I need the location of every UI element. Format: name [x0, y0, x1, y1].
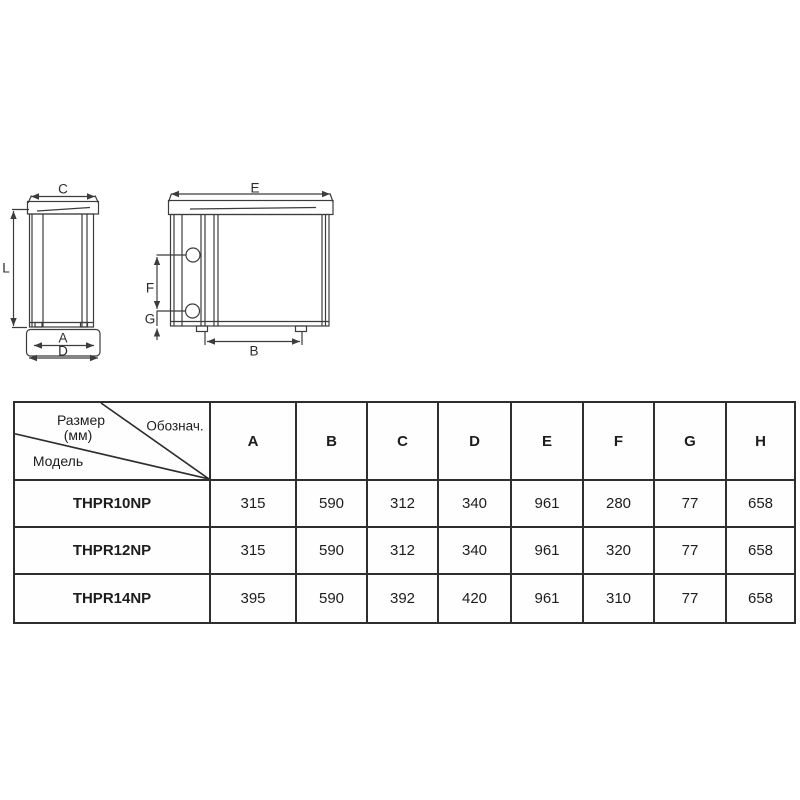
front-view: [157, 194, 334, 346]
value-cell: 658: [726, 527, 795, 574]
value-cell: 310: [583, 574, 654, 623]
value-cell: 280: [583, 480, 654, 527]
dimensions-table: [13, 401, 796, 624]
dim-label-F: F: [145, 280, 155, 296]
value-cell: 312: [367, 527, 438, 574]
value-cell: 420: [438, 574, 511, 623]
column-header-C: C: [367, 402, 438, 480]
corner-label-size: Размер: [56, 412, 106, 428]
column-header-F: F: [583, 402, 654, 480]
table-row: [14, 574, 795, 623]
value-cell: 590: [296, 480, 367, 527]
model-name: THPR10NP: [14, 480, 210, 527]
side-view: [12, 196, 100, 359]
value-cell: 961: [511, 480, 583, 527]
value-cell: 340: [438, 527, 511, 574]
value-cell: 77: [654, 527, 726, 574]
model-name: THPR14NP: [14, 574, 210, 623]
value-cell: 590: [296, 574, 367, 623]
corner-label-unit: (мм): [63, 427, 93, 443]
model-name: THPR12NP: [14, 527, 210, 574]
value-cell: 315: [210, 480, 296, 527]
dim-label-E: E: [250, 180, 260, 196]
value-cell: 658: [726, 574, 795, 623]
corner-label-designation: Обознач.: [146, 418, 204, 434]
value-cell: 395: [210, 574, 296, 623]
value-cell: 392: [367, 574, 438, 623]
value-cell: 961: [511, 574, 583, 623]
dim-label-A: A: [58, 330, 68, 346]
dim-label-C: C: [58, 181, 68, 197]
value-cell: 590: [296, 527, 367, 574]
column-header-D: D: [438, 402, 511, 480]
column-header-B: B: [296, 402, 367, 480]
value-cell: 312: [367, 480, 438, 527]
column-header-E: E: [511, 402, 583, 480]
value-cell: 77: [654, 574, 726, 623]
value-cell: 320: [583, 527, 654, 574]
column-header-A: A: [210, 402, 296, 480]
value-cell: 961: [511, 527, 583, 574]
column-header-G: G: [654, 402, 726, 480]
value-cell: 77: [654, 480, 726, 527]
corner-label-model: Модель: [32, 453, 84, 469]
dimension-drawing: [0, 0, 420, 390]
dim-label-G: G: [144, 311, 156, 327]
table-row: [14, 480, 795, 527]
dim-label-L: L: [2, 260, 10, 276]
value-cell: 340: [438, 480, 511, 527]
table-corner-cell: [14, 402, 210, 480]
column-header-H: H: [726, 402, 795, 480]
value-cell: 315: [210, 527, 296, 574]
dim-label-B: B: [249, 343, 259, 359]
value-cell: 658: [726, 480, 795, 527]
table-row: [14, 527, 795, 574]
dim-label-D: D: [58, 342, 68, 358]
